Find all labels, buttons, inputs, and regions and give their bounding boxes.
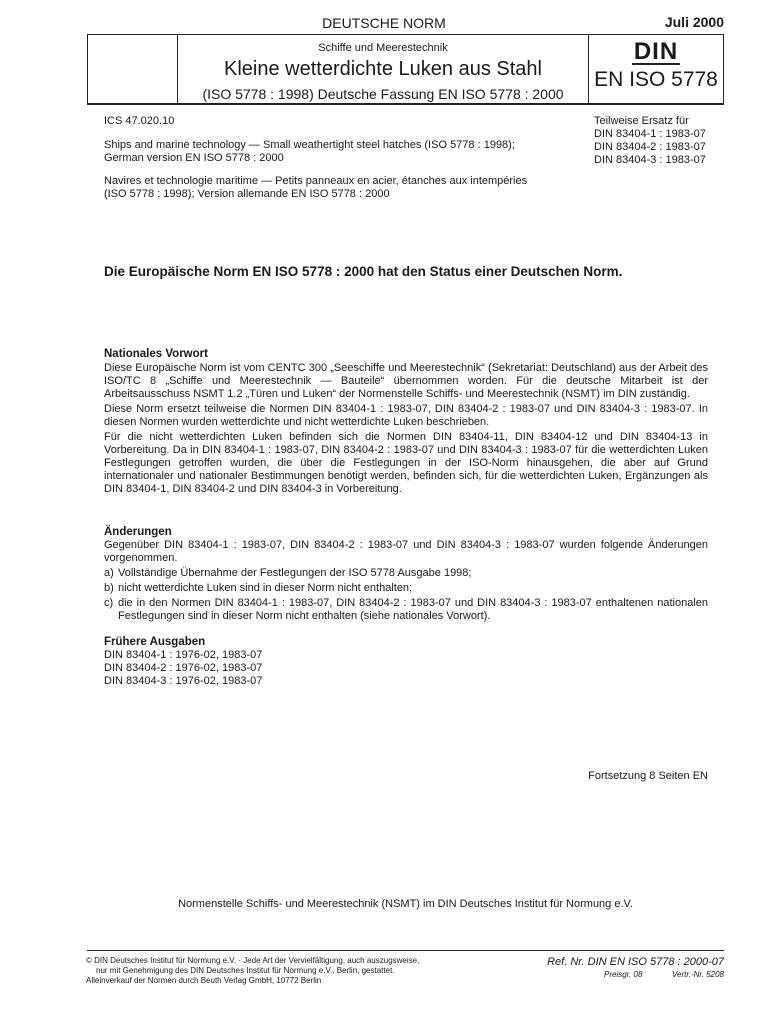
- french-title: [104, 175, 624, 201]
- header-rule: [87, 104, 724, 105]
- document-title: Kleine wetterdichte Luken aus Stahl: [224, 58, 542, 80]
- previous-edition: DIN 83404-1 : 1976-02, 1983-07: [104, 649, 263, 661]
- english-title: [104, 139, 584, 165]
- replacement-info: [594, 115, 724, 167]
- reference-number: Ref. Nr. DIN EN ISO 5778 : 2000-07: [547, 956, 724, 968]
- issuing-body: Normenstelle Schiffs- und Meerestechnik (NSMT) im DIN Deutsches Institut für Normung e.V.: [178, 898, 633, 910]
- document-subtitle: (ISO 5778 : 1998) Deutsche Fassung EN ISO 5778 : 2000: [202, 86, 564, 102]
- paragraph: Für die nicht wetterdichten Luken befinden sich die Normen DIN 83404-11, DIN 83404-12 und DIN 83404-13 in Vorbereitung. Da in DIN 83404-1 : 1983-07, DIN 83404-2 : 1983-07 und DIN 83404-3 : 1983-07 für die wetterdichten Luken Festlegungen getroffen wurden, die über die Festlegungen in der ISO-Norm hinausgehen, die aber auf Grund internationaler und nationaler Bestimmungen benötigt werden, befinden sich, für die wetterdichten Luken, Ergänzungen als DIN 83404-1, DIN 83404-2 und DIN 83404-3 in Vorbereitung.: [104, 431, 708, 495]
- copyright-notice: [86, 956, 506, 986]
- french-title-line: (ISO 5778 : 1998); Version allemande EN ISO 5778 : 2000: [104, 188, 390, 200]
- distribution-number: Vertr.-Nr. 5208: [671, 970, 724, 979]
- nationales-vorwort-section: [104, 348, 708, 496]
- section-heading: Nationales Vorwort: [104, 348, 208, 360]
- paragraph: Diese Europäische Norm ist vom CENTC 300 „Seeschiffe und Meerestechnik“ (Sekretariat: Deutschland) aus der Arbeit des ISO/TC 8 „Schiffe und Meerestechnik — Bauteile“ übernommen worden. Für die deutsche Mitarbeit ist der Arbeitsausschuss NSMT 1.2 „Türen und Luken“ der Normenstelle Schiffs- und Meerestechnik (NSMT) im DIN zuständig.: [104, 362, 708, 400]
- replaced-standard: DIN 83404-3 : 1983-07: [594, 154, 706, 166]
- publication-date: Juli 2000: [664, 14, 724, 30]
- section-heading: Änderungen: [104, 526, 172, 538]
- list-item: [104, 582, 708, 595]
- norm-type-label: DEUTSCHE NORM: [322, 15, 446, 31]
- aenderungen-section: [104, 526, 708, 623]
- paragraph: Diese Norm ersetzt teilweise die Normen DIN 83404-1 : 1983-07, DIN 83404-2 : 1983-07 und DIN 83404-3 : 1983-07. In diesen Normen wurden wetterdichte und nicht wetterdichte Luken beschrieben.: [104, 403, 708, 428]
- replacement-label: Teilweise Ersatz für: [594, 115, 689, 127]
- copyright-line: nur mit Genehmigung des DIN Deutsches Institut für Normung e.V., Berlin, gestattet.: [96, 966, 395, 975]
- ics-code: ICS 47.020.10: [104, 115, 175, 127]
- fruehere-ausgaben-section: [104, 636, 504, 688]
- french-title-line: Navires et technologie maritime — Petits panneaux en acier, étanches aux intempéries: [104, 175, 528, 187]
- title-block: [87, 34, 724, 104]
- aenderungen-intro: Gegenüber DIN 83404-1 : 1983-07, DIN 83404-2 : 1983-07 und DIN 83404-3 : 1983-07 wurden folgende Änderungen vorgenommen.: [104, 539, 708, 564]
- previous-edition: DIN 83404-2 : 1976-02, 1983-07: [104, 662, 263, 674]
- list-item: [104, 597, 708, 623]
- subject-area: Schiffe und Meerestechnik: [318, 42, 448, 54]
- standard-cell: [589, 35, 723, 103]
- copyright-line: Alleinverkauf der Normen durch Beuth Verlag GmbH, 10772 Berlin: [86, 976, 322, 985]
- price-group: Preisgr. 08: [604, 970, 643, 979]
- copyright-line: © DIN Deutsches Institut für Normung e.V. · Jede Art der Vervielfältigung, auch auszugsweise,: [86, 956, 420, 965]
- din-logo: DIN: [633, 38, 679, 65]
- list-text: Vollständige Übernahme der Festlegungen der ISO 5778 Ausgabe 1998;: [118, 567, 472, 579]
- section-heading: Frühere Ausgaben: [104, 636, 206, 648]
- previous-edition: DIN 83404-3 : 1976-02, 1983-07: [104, 675, 263, 687]
- footer-rule: [87, 950, 724, 951]
- english-title-line: German version EN ISO 5778 : 2000: [104, 152, 284, 164]
- status-statement: Die Europäische Norm EN ISO 5778 : 2000 hat den Status einer Deutschen Norm.: [104, 264, 623, 279]
- list-marker: c): [104, 597, 114, 609]
- replaced-standard: DIN 83404-2 : 1983-07: [594, 141, 706, 153]
- list-marker: b): [104, 582, 114, 594]
- list-text: nicht wetterdichte Luken sind in dieser Norm nicht enthalten;: [118, 582, 413, 594]
- list-marker: a): [104, 567, 114, 579]
- english-title-line: Ships and marine technology — Small weathertight steel hatches (ISO 5778 : 1998);: [104, 139, 515, 151]
- replaced-standard: DIN 83404-1 : 1983-07: [594, 128, 706, 140]
- title-block-empty-cell: [88, 35, 178, 103]
- continuation-note: Fortsetzung 8 Seiten EN: [588, 770, 708, 782]
- standard-number: EN ISO 5778: [594, 68, 718, 91]
- title-cell: [178, 35, 589, 103]
- list-item: [104, 567, 708, 580]
- list-text: die in den Normen DIN 83404-1 : 1983-07, DIN 83404-2 : 1983-07 und DIN 83404-3 : 1983-07 enthaltenen nationalen Festlegungen sind in dieser Norm nicht enthalten (siehe nationales Vorwort).: [118, 597, 708, 622]
